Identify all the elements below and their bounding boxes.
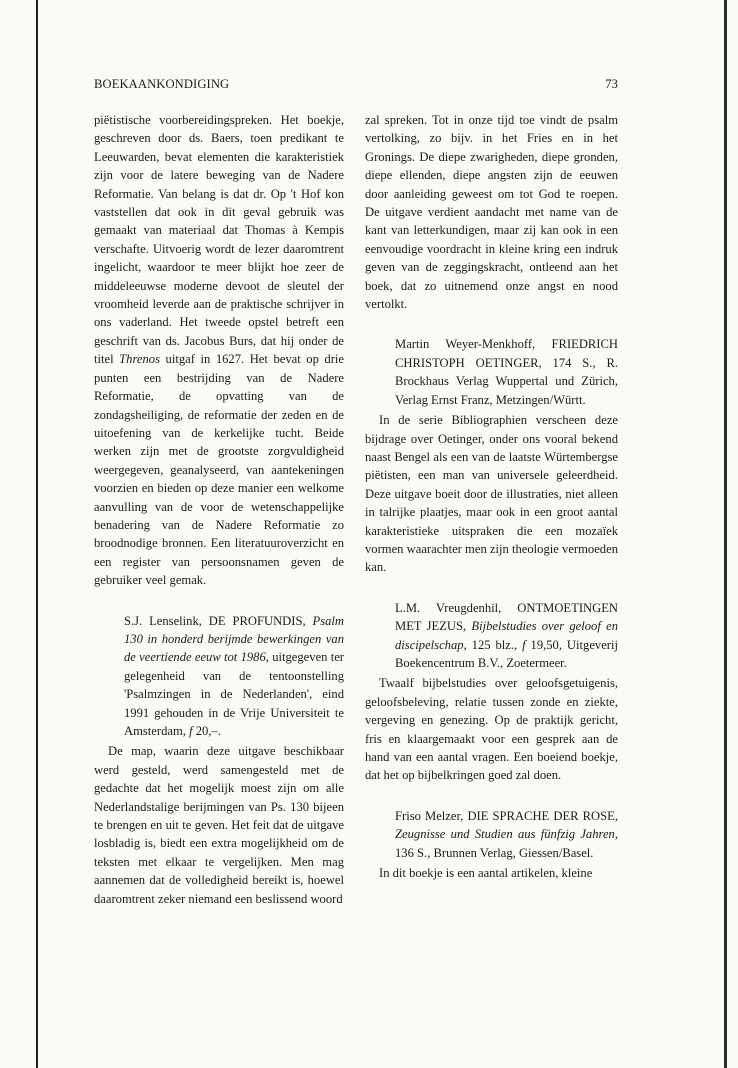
review-paragraph: In dit boekje is een aantal artikelen, kleine [379, 866, 593, 881]
guilder-sign: f [522, 637, 526, 652]
page-right-edge [724, 0, 727, 1068]
review-paragraph: zal spreken. Tot in onze tijd toe vindt de psalm vertolking, zo bijv. in het Fries en in het Gronings. De diepe zwarigheden, diepe gronden, diepe ellenden, diepe angsten zijn de eeuwen door aanleiding geweest om tot God te roepen. De uitgave verdient aandacht met name van de kant van letterkundigen, maar zij kan ook in een eenvoudige voordracht in kleine kring een indruk geven van de zeggingskracht, ontleend aan het boek, dat zo uitnemend onze angst en nood vertolkt. [365, 113, 618, 312]
page-number: 73 [605, 77, 618, 91]
review-paragraph: In de serie Bibliographien verscheen deze bijdrage over Oetinger, onder ons vooral bekend naast Bengel als een van de laatste Würtembergse piëtisten, een man van universele geleerdheid. Deze uitgave boeit door de illustraties, niet alleen in talrijke plaatjes, maar ook in een groot aantal karakteristieke uitspraken die een mozaïek vormen waarachter men zijn theologie vermoeden kan. [365, 413, 618, 575]
book-entry: Friso Melzer, DIE SPRACHE DER ROSE, Zeugnisse und Studien aus fünfzig Jahren, 136 S., Brunnen Verlag, Giessen/Basel. [395, 808, 618, 860]
book-entry: L.M. Vreugdenhil, ONTMOETINGEN MET JEZUS, Bijbelstudies over geloof en discipelschap, 125 blz., f 19,50, Uitgeverij Boekencentrum B.V., Zoetermeer. [395, 600, 618, 670]
book-entry: S.J. Lenselink, DE PROFUNDIS, Psalm 130 in honderd berijmde bewerkingen van de veertiende eeuw tot 1986, uitgegeven ter gelegenheid van de tentoonstelling 'Psalmzingen in de Nederlanden', eind 1991 gehouden in de Vrije Universiteit te Amsterdam, f 20,–. [124, 613, 345, 738]
review-paragraph: piëtistische voorbereidingspreken. Het boekje, geschreven door ds. Baers, toen predikant te Leeuwarden, bevat elementen die karakteristiek zijn voor de latere beweging van de Nadere Reformatie. Van belang is dat dr. Op 't Hof kon vaststellen dat ook in dit geval gebruik was gemaakt van materiaal dat Thomas à Kempis verschafte. Uitvoerig wordt de lezer daaromtrent ingelicht, waardoor te meer blijkt hoe zeer de middeleeuwse moderne devoot de sleutel der vroomheid leverde aan de praktische schrijver in ons vaderland. Het tweede opstel betreft een geschrift van ds. Jacobus Burs, dat hij onder de titel Threnos uitgaf in 1627. Het bevat op drie punten een bestrijding van de Nadere Reformatie, de opvatting van de zondagsheiliging, de reformatie der zeden en de uitoefening van de kerkelijke tucht. Beide werken zijn met de grootste zorgvuldigheid weergegeven, geanalyseerd, van aantekeningen voorzien en bieden op deze manier een welkome aanvulling van de voor de wetenschappelijke benadering van de Nadere Reformatie zo broodnodige bronnen. Een literatuuroverzicht en een register van persoonsnamen geven de gebruiker veel gemak. [94, 113, 344, 588]
guilder-sign: f [189, 724, 193, 738]
review-paragraph: Twaalf bijbelstudies over geloofsgetuigenis, geloofsbeleving, relatie tussen zonde en ziekte, vergeving en genezing. Op de praktijk gericht, fris en klaargemaakt voor een gesprek aan de hand van een aantal vragen. Een boeiend boekje, dat het op bijbelkringen goed zal doen. [365, 676, 618, 783]
right-column [365, 111, 618, 882]
running-title: BOEKAANKONDIGING [94, 77, 230, 91]
book-entry: Martin Weyer-Menkhoff, FRIEDRICH CHRISTOPH OETINGER, 174 S., R. Brockhaus Verlag Wuppertal und Zürich, Verlag Ernst Franz, Metzingen/Württ. [395, 337, 618, 407]
review-paragraph: De map, waarin deze uitgave beschikbaar werd gesteld, werd samengesteld met de gedachte dat het mogelijk moest zijn om alle Nederlandstalige berijmingen van Ps. 130 bijeen te brengen en uit te geven. Het feit dat de uitgave losbladig is, biedt een extra mogelijkheid om de teksten met elkaar te vergelijken. Men mag aannemen dat de volledigheid bereikt is, hoewel daaromtrent zeker niemand een beslissend woord [94, 744, 344, 906]
page-left-edge [36, 0, 38, 1068]
italic-title: Threnos [119, 352, 160, 367]
running-header [94, 77, 618, 95]
left-column [94, 111, 344, 908]
